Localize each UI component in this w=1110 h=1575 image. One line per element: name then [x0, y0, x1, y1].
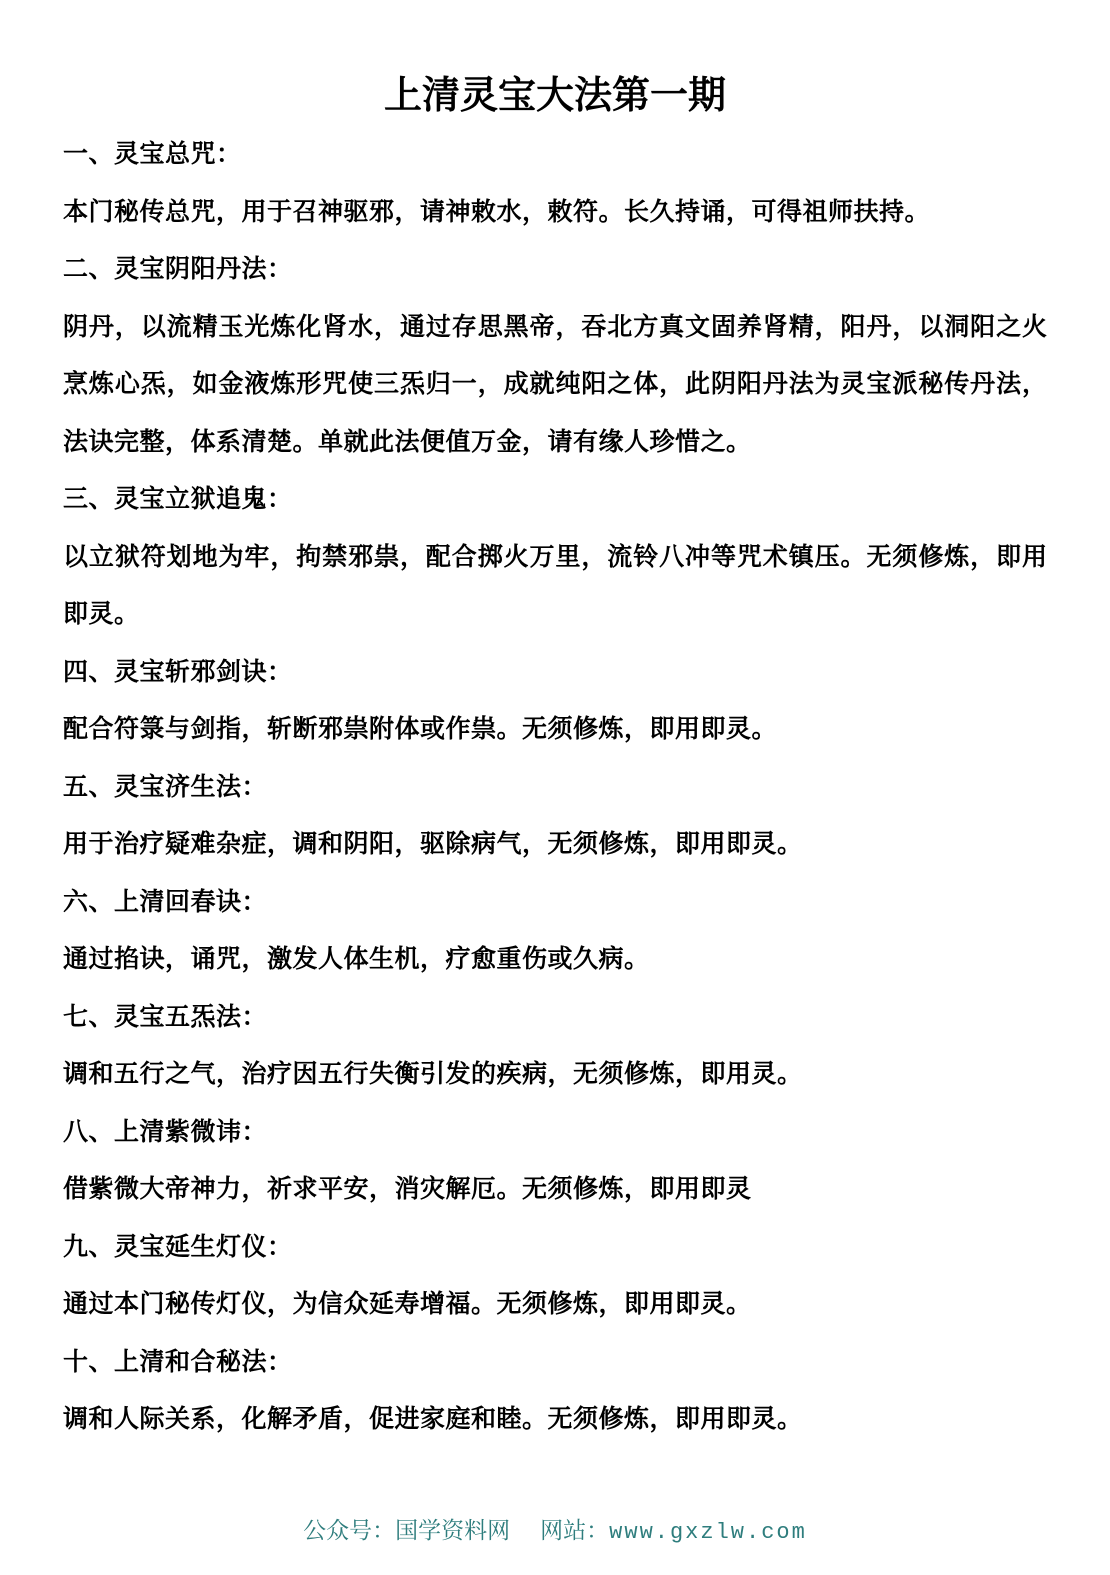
body-line: 用于治疗疑难杂症，调和阴阳，驱除病气，无须修炼，即用即灵。: [63, 831, 803, 858]
body-line: 烹炼心炁，如金液炼形咒使三炁归一，成就纯阳之体，此阴阳丹法为灵宝派秘传丹法，: [63, 371, 1047, 398]
body-line: 即灵。: [63, 601, 140, 628]
body-line: 以立狱符划地为牢，拘禁邪祟，配合掷火万里，流铃八冲等咒术镇压。无须修炼，即用: [63, 543, 1047, 571]
body-line: 调和五行之气，治疗因五行失衡引发的疾病，无须修炼，即用灵。: [63, 1061, 803, 1088]
section-heading: 十、上清和合秘法：: [63, 1348, 293, 1376]
section-heading: 四、灵宝斩邪剑诀：: [63, 658, 293, 686]
footer-url: www.gxzlw.com: [609, 1520, 807, 1545]
page-title: 上清灵宝大法第一期: [383, 75, 726, 117]
body-line: 通过掐诀，诵咒，激发人体生机，疗愈重伤或久病。: [63, 946, 650, 973]
section-heading: 八、上清紫微讳：: [63, 1118, 268, 1146]
footer-site-label: 网站：: [540, 1518, 610, 1543]
section-heading: 七、灵宝五炁法：: [63, 1003, 268, 1031]
section-heading: 一、灵宝总咒：: [63, 141, 242, 168]
footer: [0, 1506, 1110, 1558]
section-heading: 二、灵宝阴阳丹法：: [63, 256, 293, 283]
section-heading: 三、灵宝立狱追鬼：: [63, 486, 293, 513]
body-line: 配合符箓与剑指，斩断邪祟附体或作祟。无须修炼，即用即灵。: [63, 716, 778, 743]
body-line: 通过本门秘传灯仪，为信众延寿增福。无须修炼，即用即灵。: [63, 1291, 752, 1318]
footer-account-label: 公众号：国学资料网: [303, 1518, 511, 1543]
body-line: 阴丹，以流精玉光炼化肾水，通过存思黑帝，吞北方真文固养肾精，阳丹，以洞阳之火: [63, 313, 1047, 341]
section-heading: 九、灵宝延生灯仪：: [63, 1233, 293, 1261]
body-line: 本门秘传总咒，用于召神驱邪，请神敕水，敕符。长久持诵，可得祖师扶持。: [63, 198, 931, 226]
section-heading: 六、上清回春诀：: [63, 888, 268, 916]
body-line: 法诀完整，体系清楚。单就此法便值万金，请有缘人珍惜之。: [63, 428, 752, 456]
body-line: 借紫微大帝神力，祈求平安，消灾解厄。无须修炼，即用即灵: [63, 1176, 752, 1203]
body-line: 调和人际关系，化解矛盾，促进家庭和睦。无须修炼，即用即灵。: [63, 1406, 803, 1433]
section-heading: 五、灵宝济生法：: [63, 773, 268, 801]
